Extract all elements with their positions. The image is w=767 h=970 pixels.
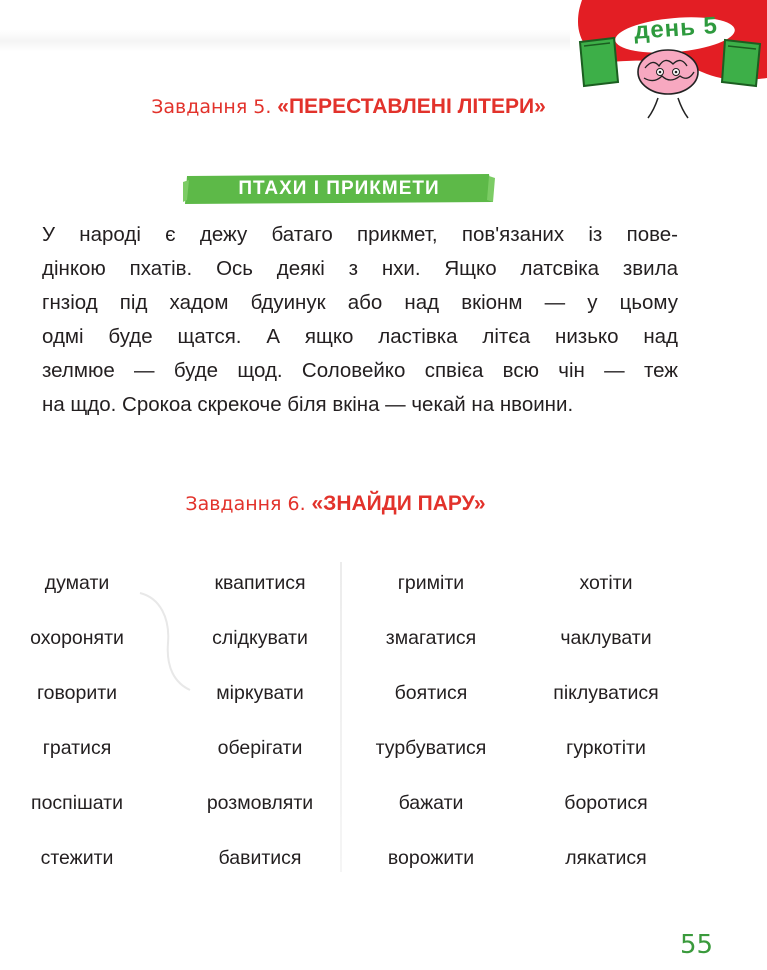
word-item: лякатися [565,847,647,869]
word-item: слідкувати [212,627,308,649]
word-item: говорити [36,682,118,704]
word-item: охороняти [30,627,124,649]
page-texture [0,30,570,52]
word-item: бажати [398,792,464,814]
paragraph-line: на щдо. Срокоа скрекоче біля вкіна — чекай на нвоини. [42,393,574,416]
paragraph-line: гнзіод під хадом бдуинук або над вкіонм — у цьому [42,291,678,314]
word-item: гриміти [397,572,465,594]
day-label: день 5 [633,12,719,45]
task5-title: «ПЕРЕСТАВЛЕНІ ЛІТЕРИ» [277,95,546,118]
word-item: піклуватися [553,682,659,704]
word-item: гратися [42,737,112,759]
scrambled-paragraph [42,218,678,422]
word-item: чаклувати [560,627,652,649]
word-item: бавитися [218,847,302,869]
paragraph-line: дінкою пхатів. Ось деякі з нхи. Ящко латсвіка звила [42,257,678,280]
word-item: боротися [564,792,648,814]
word-item: ворожити [387,847,475,869]
word-item: турбуватися [375,737,487,759]
word-item: гуркотіти [566,737,646,759]
word-item: розмовляти [206,792,314,814]
paragraph-line: зелмюе — буде щод. Соловейко спвієа всю чін — теж [42,359,678,382]
word-item: квапитися [214,572,306,594]
word-item: боятися [394,682,468,704]
task5-heading [0,95,732,119]
task6-title: «ЗНАЙДИ ПАРУ» [311,492,486,515]
word-item: змагатися [385,627,477,649]
word-grid [0,562,767,892]
left-book-icon [580,38,618,86]
word-item: стежити [40,847,114,869]
word-item: оберігати [217,737,303,759]
word-item: міркувати [216,682,304,704]
paragraph-line: У народі є дежу батаго прикмет, пов'язаних із пове- [42,223,678,246]
task5-prefix: Завдання 5. [151,96,272,118]
word-item: хотіти [579,572,633,594]
page-number: 55 [680,930,714,960]
word-item: думати [44,572,110,594]
topic-banner: ПТАХИ І ПРИКМЕТИ [238,178,440,199]
right-book-icon [722,40,760,86]
paragraph-line: одмі буде щатся. А ящко ластівка літєа низько над [42,325,678,348]
task6-prefix: Завдання 6. [185,493,306,515]
task6-heading [0,492,719,516]
word-item: поспішати [31,792,123,814]
